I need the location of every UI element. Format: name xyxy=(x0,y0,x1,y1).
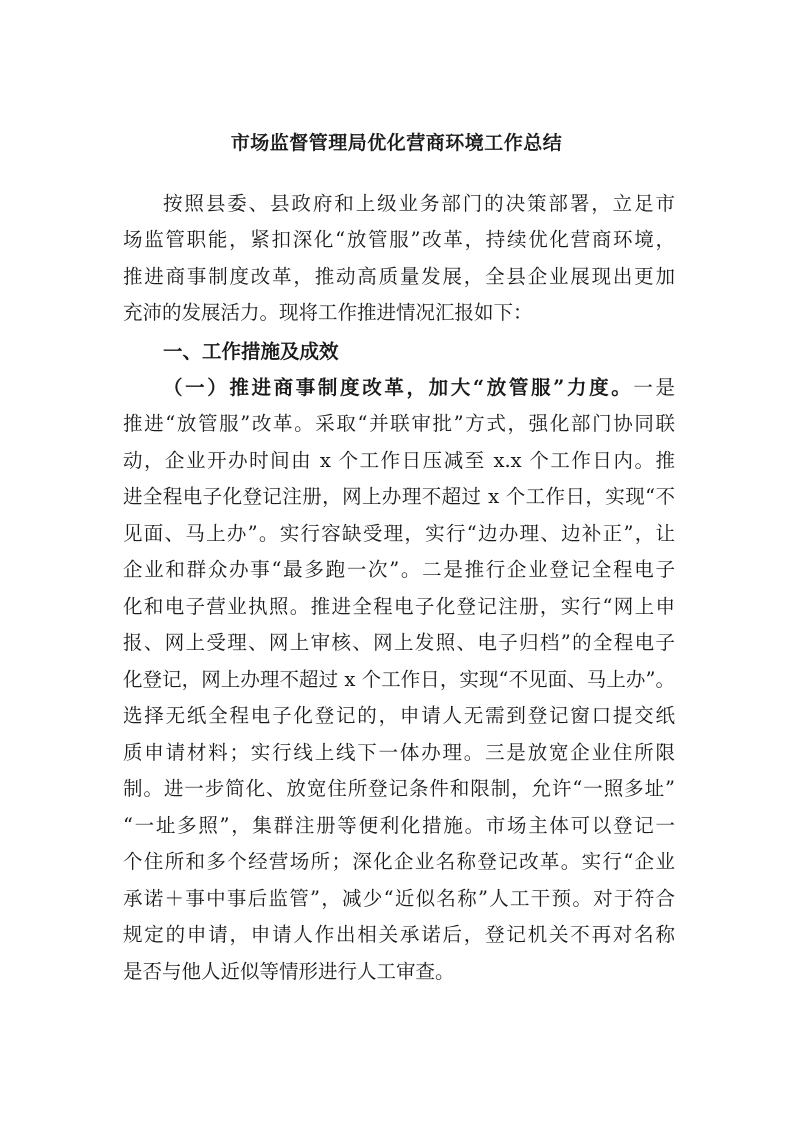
body-line: 企业和群众办事“最多跑一次”。二是推行企业登记全程电子 xyxy=(123,558,675,581)
intro-line: 推进商事制度改革，推动高质量发展，全县企业展现出更加 xyxy=(123,265,675,288)
document-title: 市场监督管理局优化营商环境工作总结 xyxy=(230,132,563,154)
body-line: 承诺＋事中事后监管”，减少“近似名称”人工干预。对于符合 xyxy=(123,887,675,910)
body-line: 质申请材料；实行线上线下一体办理。三是放宽企业住所限 xyxy=(123,741,675,764)
body-line: 动，企业开办时间由 x 个工作日压减至 x.x 个工作日内。推 xyxy=(123,449,675,472)
body-line: 制。进一步简化、放宽住所登记条件和限制，允许“一照多址” xyxy=(123,777,675,800)
body-line: 报、网上受理、网上审核、网上发照、电子归档”的全程电子 xyxy=(123,631,675,654)
body-line: 化登记，网上办理不超过 x 个工作日，实现“不见面、马上办”。 xyxy=(123,668,675,691)
body-line: 规定的申请，申请人作出相关承诺后，登记机关不再对名称 xyxy=(123,923,675,946)
body-line: 个住所和多个经营场所；深化企业名称登记改革。实行“企业 xyxy=(123,850,675,873)
body-line: 选择无纸全程电子化登记的，申请人无需到登记窗口提交纸 xyxy=(123,704,675,727)
intro-line: 场监管职能，紧扣深化“放管服”改革，持续优化营商环境， xyxy=(123,228,675,251)
section-heading: 一、工作措施及成效 xyxy=(163,340,339,363)
body-line: 化和电子营业执照。推进全程电子化登记注册，实行“网上申 xyxy=(123,595,675,618)
body-line: 见面、马上办”。实行容缺受理，实行“边办理、边补正”，让 xyxy=(123,522,675,545)
intro-line: 按照县委、县政府和上级业务部门的决策部署，立足市 xyxy=(163,192,675,215)
intro-line: 充沛的发展活力。现将工作推进情况汇报如下： xyxy=(123,301,533,324)
body-line: 是否与他人近似等情形进行人工审查。 xyxy=(123,960,455,983)
subsection-title: （一）推进商事制度改革，加大“放管服”力度。 xyxy=(163,376,634,399)
body-line: 进全程电子化登记注册，网上办理不超过 x 个工作日，实现“不 xyxy=(123,485,675,508)
subsection-first-line xyxy=(163,373,675,403)
subsection-first-line-rest: 一是 xyxy=(633,376,675,399)
body-line: “一址多照”，集群注册等便利化措施。市场主体可以登记一 xyxy=(123,814,675,837)
body-line: 推进“放管服”改革。采取“并联审批”方式，强化部门协同联 xyxy=(123,412,675,435)
